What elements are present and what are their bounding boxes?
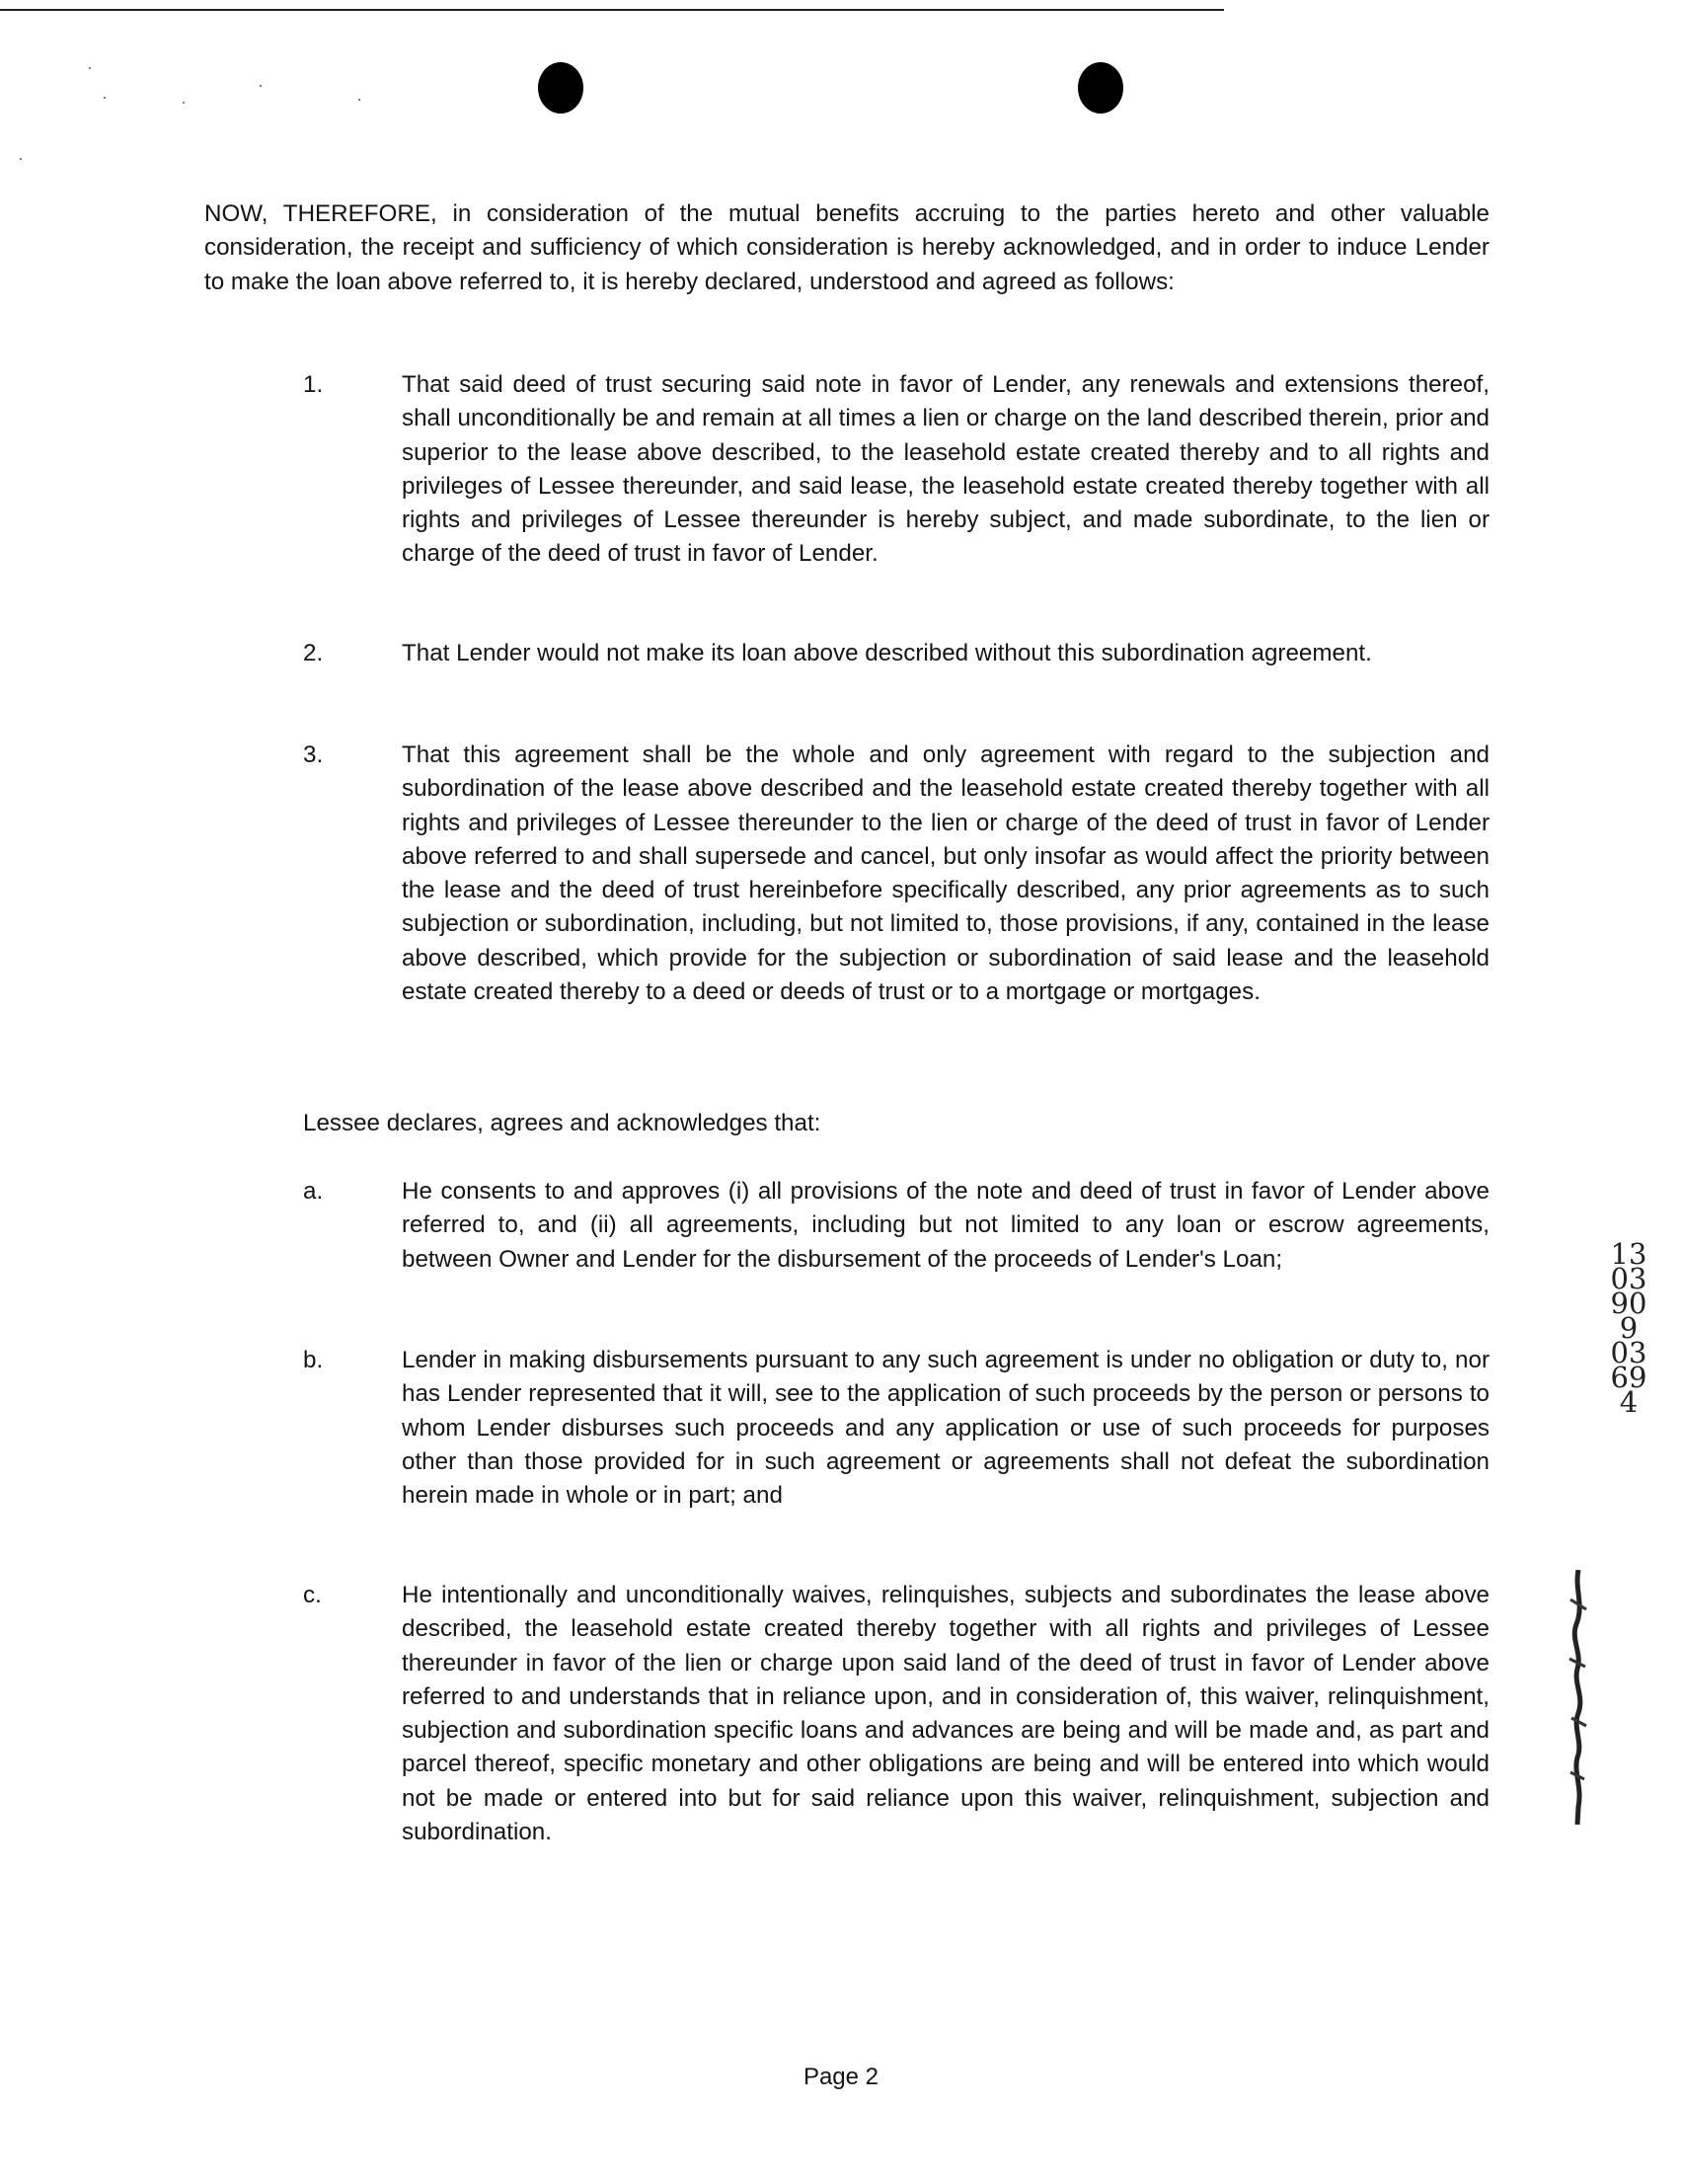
item-text: That Lender would not make its loan above described without this subordination agreement. <box>402 640 1372 666</box>
item-text: That said deed of trust securing said note in favor of Lender, any renewals and extensions thereof, shall unconditionally be and remain at all times a lien or charge on the land described therein, prior and superior to the lease above described, to the leasehold estate created thereby and to all rights and privileges of Lessee thereunder, and said lease, the leasehold estate created thereby together with all rights and privileges of Lessee thereunder is hereby subject, and made subordinate, to the lien or charge of the deed of trust in favor of Lender. <box>402 371 1490 568</box>
item-text: Lender in making disbursements pursuant to any such agreement is under no obligation or duty to, nor has Lender represented that it will, see to the application of such proceeds by the person or persons to whom Lender disburses such proceeds and any application or use of such proceeds for purposes other than those provided for in such agreement or agreements shall not defeat the subordination herein made in whole or in part; and <box>402 1347 1490 1510</box>
item-marker: 2. <box>303 640 324 666</box>
signature-mark <box>1565 1570 1592 1827</box>
scan-speck <box>183 102 185 104</box>
lessee-intro: Lessee declares, agrees and acknowledges that: <box>303 1110 821 1136</box>
scan-speck <box>89 67 91 69</box>
item-marker: b. <box>303 1347 324 1373</box>
scan-speck <box>260 85 262 87</box>
item-text: He consents to and approves (i) all provisions of the note and deed of trust in favor of Lender above referred to, and (ii) all agreements, including but not limited to any loan or escrow agreements, between Owner and Lender for the disbursement of the proceeds of Lender's Loan; <box>402 1178 1490 1273</box>
item-text: That this agreement shall be the whole and only agreement with regard to the subjection and subordination of the lease above described and the leasehold estate created thereby together with all rights and privileges of Lessee thereunder to the lien or charge of the deed of trust in favor of Lender above referred to and shall supersede and cancel, but only insofar as would affect the priority between the lease and the deed of trust hereinbefore specifically described, any prior agreements as to such subjection or subordination, including, but not limited to, those provisions, if any, contained in the lease above described, which provide for the subjection or subordination of said lease and the leasehold estate created thereby to a deed or deeds of trust or to a mortgage or mortgages. <box>402 741 1490 1006</box>
item-marker: 3. <box>303 741 324 768</box>
scan-speck <box>358 99 360 101</box>
scan-speck <box>104 97 106 99</box>
recording-number-stamp: 1303909 03694 <box>1610 1237 1647 1419</box>
item-marker: c. <box>303 1582 322 1608</box>
punch-hole-right <box>1078 62 1123 114</box>
item-marker: 1. <box>303 371 324 398</box>
page-number: Page 2 <box>803 2064 879 2090</box>
item-marker: a. <box>303 1178 324 1205</box>
item-text: He intentionally and unconditionally waives, relinquishes, subjects and subordinates the lease above described, the leasehold estate created thereby together with all rights and privileges of Lessee thereunder in favor of the lien or charge upon said land of the deed of trust in favor of Lender above referred to and understands that in reliance upon, and in consideration of, this waiver, relinquishment, subjection and subordination specific loans and advances are being and will be made and, as part and parcel thereof, specific monetary and other obligations are being and will be entered into which would not be made or entered into but for said reliance upon this waiver, relinquishment, subjection and subordination. <box>402 1582 1490 1846</box>
intro-paragraph: NOW, THEREFORE, in consideration of the mutual benefits accruing to the parties hereto and other valuable consideration, the receipt and sufficiency of which consideration is hereby acknowledged, and in order to induce Lender to make the loan above referred to, it is hereby declared, understood and agreed as follows: <box>204 200 1490 295</box>
scan-speck <box>20 158 22 160</box>
punch-hole-left <box>538 62 583 114</box>
top-edge-rule <box>0 9 1224 11</box>
